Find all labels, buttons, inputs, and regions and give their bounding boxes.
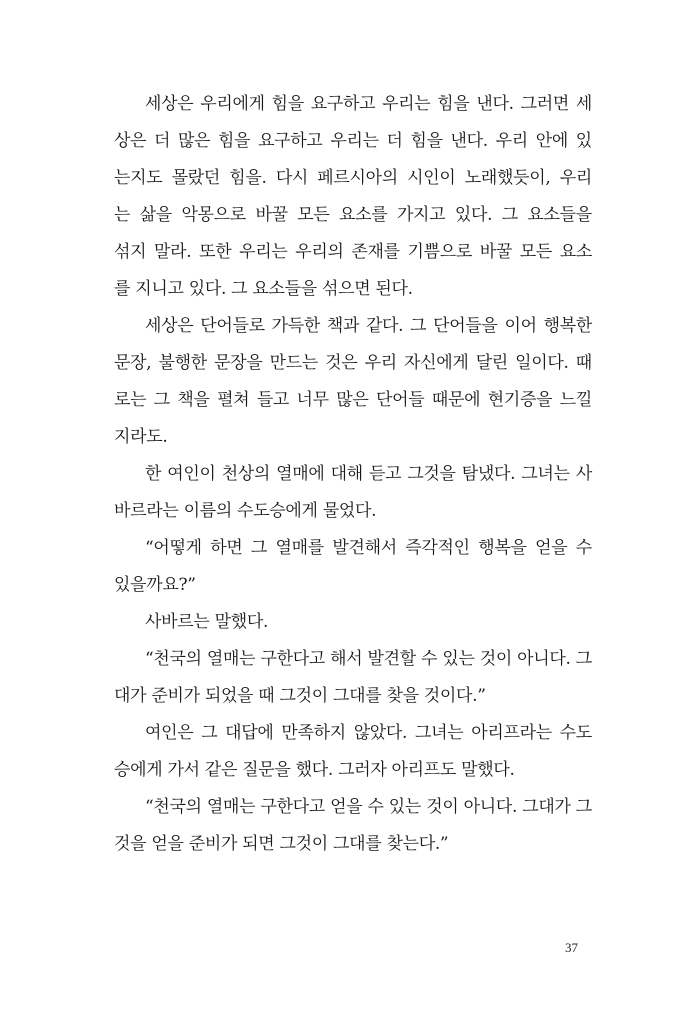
word: 있다.	[454, 205, 493, 225]
word: 몰랐던	[171, 168, 220, 188]
word: 대답에	[225, 723, 274, 743]
word: “천국의	[145, 797, 202, 817]
word: 삶을	[139, 205, 172, 225]
word: 여인이	[167, 464, 216, 484]
word: 일이다.	[515, 353, 569, 373]
word: 우리의	[295, 242, 344, 262]
word: 행복한	[543, 316, 592, 336]
word: 문장을	[214, 353, 263, 373]
text-line	[114, 641, 592, 678]
word: 너무	[296, 390, 329, 410]
text-line: 있을까요?”	[114, 575, 196, 595]
word: 요소들을	[527, 205, 592, 225]
word: 기쁨으로	[407, 242, 472, 262]
word: 발견할	[367, 649, 416, 669]
word: 같다.	[365, 316, 404, 336]
word: 펼쳐	[217, 390, 250, 410]
word: 느낄	[559, 390, 592, 410]
text-line: 바르라는 이름의 수도승에게 물었다.	[114, 501, 377, 521]
word: 힘을	[437, 94, 470, 114]
word: 수	[421, 649, 438, 669]
text-line: 지라도.	[114, 427, 168, 447]
word: 구한다고	[260, 797, 325, 817]
text-line: 사바르는 말했다.	[145, 612, 269, 632]
text-line: 대가 준비가 되었을 때 그것이 그대를 찾을 것이다.”	[114, 686, 486, 706]
word: “천국의	[145, 649, 202, 669]
word: 요구하고	[310, 94, 376, 114]
word: 듣고	[368, 464, 402, 484]
word: 때	[575, 353, 592, 373]
word: 우리에게	[200, 94, 265, 114]
word: 발견해서	[332, 538, 397, 558]
text-line	[114, 530, 592, 567]
word: 그	[153, 390, 170, 410]
word: 힘을	[218, 131, 251, 151]
word: 열매는	[206, 649, 256, 669]
text-line	[114, 789, 592, 826]
word: 단어들로	[200, 316, 265, 336]
word: 그	[575, 649, 592, 669]
word: 수	[367, 797, 384, 817]
word: 모든	[519, 242, 552, 262]
word: 천상의	[221, 464, 271, 484]
word: 존재를	[351, 242, 400, 262]
word: 들고	[256, 390, 290, 410]
word: 많은	[336, 390, 369, 410]
word: 그	[250, 538, 268, 558]
word: 현기증을	[487, 390, 553, 410]
word: 그	[575, 797, 592, 817]
text-line	[114, 715, 592, 752]
word: 그러면	[520, 94, 569, 114]
word: 얻을	[330, 797, 363, 817]
word: 우리는	[239, 242, 288, 262]
word: 그대가	[522, 797, 571, 817]
word: 더	[386, 131, 403, 151]
word: 있는	[442, 649, 475, 669]
body-text	[114, 86, 592, 863]
word: 것이	[426, 797, 459, 817]
word: 탐냈다.	[461, 464, 516, 484]
word: 한	[145, 464, 162, 484]
word: 우리는	[382, 94, 431, 114]
word: 낸다.	[476, 94, 514, 114]
word: 모든	[297, 205, 330, 225]
text-line	[114, 197, 592, 234]
word: 가득한	[271, 316, 320, 336]
word: 바꿀	[255, 205, 288, 225]
word: 요소	[559, 242, 592, 262]
word: 그	[410, 316, 427, 336]
word: 대해	[330, 464, 363, 484]
word: 책을	[177, 390, 210, 410]
word: 그녀는	[521, 464, 570, 484]
word: 많은	[177, 131, 211, 151]
word: 는	[114, 205, 131, 225]
word: 그것을	[407, 464, 456, 484]
word: 요구하고	[258, 131, 323, 151]
word: 우리는	[330, 131, 379, 151]
text-line: 승에게 가서 같은 질문을 했다. 그러자 아리프도 말했다.	[114, 760, 515, 780]
text-line	[114, 345, 592, 382]
word: 않았다.	[353, 723, 408, 743]
word: 상은	[114, 131, 147, 151]
word: 사	[575, 464, 592, 484]
word: 열매에	[276, 464, 325, 484]
word: 단어들을	[433, 316, 498, 336]
word: 문장,	[114, 353, 152, 373]
word: 또한	[199, 242, 232, 262]
word: 요소를	[339, 205, 388, 225]
word: 열매를	[275, 538, 324, 558]
word: 만드는	[269, 353, 318, 373]
text-line	[114, 86, 592, 123]
word: 있는	[388, 797, 422, 817]
word: 힘을.	[229, 168, 267, 188]
word: 섞지	[114, 242, 147, 262]
word: 그	[201, 723, 218, 743]
word: 자신에게	[404, 353, 469, 373]
word: 달린	[475, 353, 508, 373]
text-line	[114, 160, 592, 197]
word: 열매는	[206, 797, 256, 817]
word: 수도	[559, 723, 592, 743]
word: 책과	[326, 316, 360, 336]
word: 우리	[364, 353, 397, 373]
word: 그녀는	[415, 723, 464, 743]
text-line	[114, 308, 592, 345]
word: 안에	[535, 131, 568, 151]
word: 해서	[330, 649, 363, 669]
text-line	[114, 123, 592, 160]
word: 노래했듯이,	[464, 168, 551, 188]
word: 페르시아의	[317, 168, 398, 188]
word: 단어들	[376, 390, 425, 410]
word: 구한다고	[260, 649, 325, 669]
word: 세상은	[145, 94, 194, 114]
word: 그	[501, 205, 518, 225]
word: 있	[575, 131, 592, 151]
word: 우리	[559, 168, 592, 188]
word: 행복을	[478, 538, 527, 558]
word: 가지고	[396, 205, 446, 225]
word: 는지도	[114, 168, 163, 188]
word: 우리	[495, 131, 528, 151]
word: 아니다.	[463, 797, 518, 817]
word: 세	[575, 94, 592, 114]
word: 힘을	[410, 131, 443, 151]
word: 말라.	[154, 242, 192, 262]
word: 얻을	[535, 538, 568, 558]
word: 로는	[114, 390, 147, 410]
word: 것은	[325, 353, 358, 373]
word: 바꿀	[479, 242, 512, 262]
text-line: 것을 얻을 준비가 되면 그것이 그대를 찾는다.”	[114, 834, 449, 854]
word: 세상은	[145, 316, 194, 336]
word: 여인은	[145, 723, 194, 743]
word: 즉각적인	[405, 538, 470, 558]
word: 때문에	[431, 390, 481, 410]
word: 수	[575, 538, 592, 558]
word: 이어	[504, 316, 537, 336]
word: 아니다.	[517, 649, 571, 669]
text-line	[114, 234, 592, 271]
text-line	[114, 456, 592, 493]
word: 것이	[479, 649, 512, 669]
word: 시인이	[407, 168, 456, 188]
page-number: 37	[565, 940, 578, 955]
text-line	[114, 382, 592, 419]
text-line: 를 지니고 있다. 그 요소들을 섞으면 된다.	[114, 279, 413, 299]
word: 힘을	[271, 94, 304, 114]
word: 다시	[275, 168, 309, 188]
word: 낸다.	[450, 131, 488, 151]
word: 불행한	[158, 353, 207, 373]
word: 하면	[210, 538, 243, 558]
word: 아리프라는	[471, 723, 552, 743]
word: “어떻게	[145, 538, 202, 558]
word: 만족하지	[281, 723, 346, 743]
word: 더	[154, 131, 171, 151]
word: 악몽으로	[181, 205, 246, 225]
